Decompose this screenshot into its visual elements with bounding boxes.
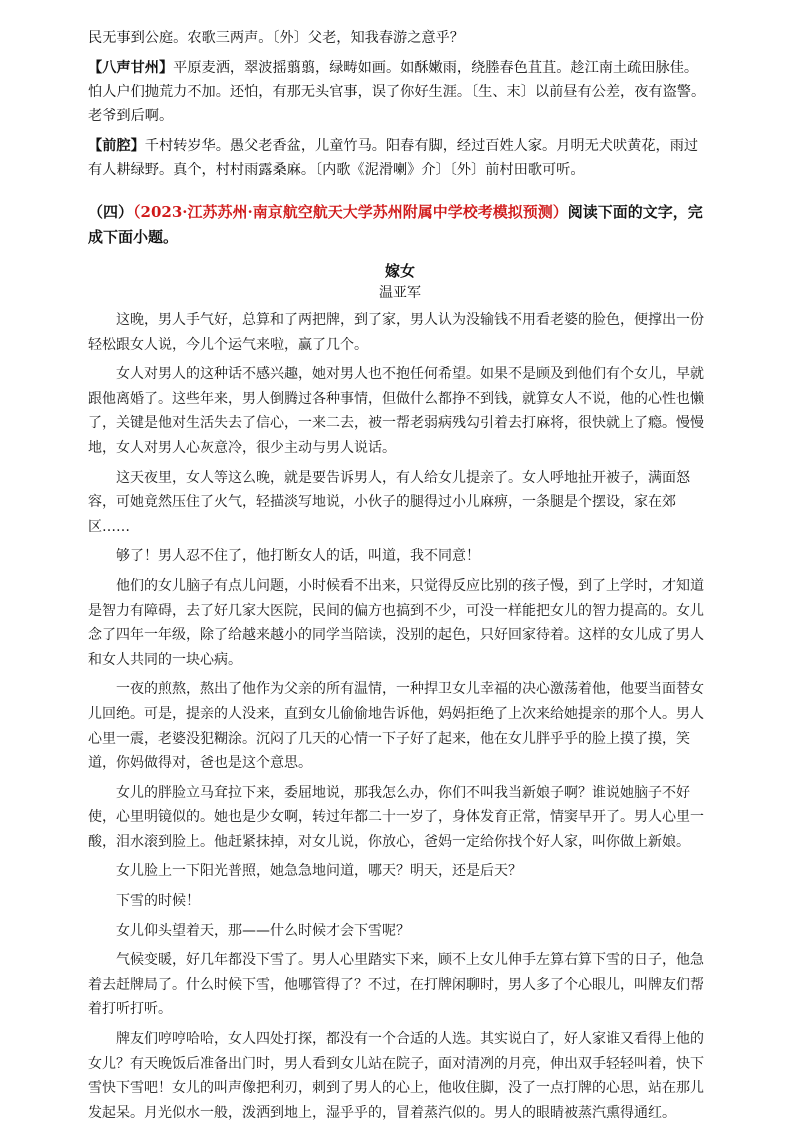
section-number: （四） — [88, 203, 134, 221]
article-paragraph-4: 够了！男人忍不住了，他打断女人的话，叫道，我不同意！ — [116, 548, 480, 565]
article-paragraph-12: 牌友们哼哼哈哈，女人四处打探，都没有一个合适的人选。其实说白了，好人家谁又看得上他的女儿？有天晚饭后准备出门时，男人看到女儿站在院子，面对清冽的月亮，伸出双手轻轻叫着，快下雪快下雪吧！女儿的叫声像把利刃，刺到了男人的心上，他收住脚，没了一点打牌的心思，站在那儿发起呆。月光似水一般，泼洒到地上，湿乎乎的，冒着蒸汽似的。男人的眼睛被蒸汽熏得通红。 — [88, 1031, 704, 1121]
article-title: 嫁女 — [384, 262, 415, 280]
quote-tag: 【八声甘州】 — [88, 60, 174, 76]
article-paragraph-6: 一夜的煎熬，熬出了他作为父亲的所有温情，一种捍卫女儿幸福的决心激荡着他，他要当面替女儿回绝。可是，提亲的人没来，直到女儿偷偷地告诉他，妈妈拒绝了上次来给她提亲的那个人。男人心里一震，老婆没犯糊涂。沉闷了几天的心情一下子好了起来，他在女儿胖乎乎的脸上摸了摸，笑道，你妈做得对，爸也是这个意思。 — [88, 681, 704, 772]
quote-text: 平原麦洒，翠波摇翦翦，绿畴如画。如酥嫩雨，绕塍春色苴苴。趁江南土疏田脉佳。怕人户们抛荒力不加。还怕，有那无头官事，误了你好生涯。〔生、末〕以前昼有公差，夜有盗警。老爷到后啊。 — [88, 60, 706, 124]
quote-text: 民无事到公庭。农歌三两声。〔外〕父老，知我春游之意乎？ — [88, 30, 464, 46]
article-paragraph-7: 女儿的胖脸立马耷拉下来，委屈地说，那我怎么办，你们不叫我当新娘子啊？谁说她脑子不好使，心里明镜似的。她也是少女啊，转过年都二十一岁了，身体发育正常，情窦早开了。男人心里一酸，泪水滚到脸上。他赶紧抹掉，对女儿说，你放心，爸妈一定给你找个好人家，叫你做上新娘。 — [88, 784, 704, 850]
article-paragraph-1: 这晚，男人手气好，总算和了两把牌，到了家，男人认为没输钱不用看老婆的脸色，便撑出一份轻松跟女人说，今儿个运气来啦，赢了几个。 — [88, 312, 704, 353]
section-instruction: 阅读下面的文字，完成下面小题。 — [88, 203, 703, 246]
quote-text: 千村转岁华。愚父老香盆，儿童竹马。阳春有脚，经过百姓人家。月明无犬吠黄花，雨过有人耕绿野。真个，村村雨露桑麻。〔内歌《泥滑喇》介〕〔外〕前村田歌可听。 — [88, 138, 699, 178]
article-paragraph-11: 气候变暖，好几年都没下雪了。男人心里踏实下来，顾不上女儿伸手左算右算下雪的日子，他急着去赶牌局了。什么时候下雪，他哪管得了？不过，在打牌闲聊时，男人多了个心眼儿，叫牌友们帮着打听打听。 — [88, 952, 704, 1018]
article-paragraph-10: 女儿仰头望着天，那——什么时候才会下雪呢？ — [116, 922, 410, 939]
article-paragraph-2: 女人对男人的这种话不感兴趣，她对男人也不抱任何希望。如果不是顾及到他们有个女儿，早就跟他离婚了。这些年来，男人倒腾过各种事情，但做什么都挣不到钱，就算女人不说，他的心性也懒了，关键是他对生活失去了信心，一来二去，被一帮老弱病残勾引着去打麻将，很快就上了瘾。慢慢地，女人对男人心灰意冷，很少主动与男人说话。 — [88, 366, 704, 456]
article-author: 温亚军 — [379, 285, 421, 301]
quote-line-2 — [88, 56, 712, 128]
section-heading — [88, 200, 712, 250]
article-paragraph-5: 他们的女儿脑子有点儿问题，小时候看不出来，只觉得反应比别的孩子慢，到了上学时，才知道是智力有障碍，去了好几家大医院，民间的偏方也搞到不少，可没一样能把女儿的智力提高的。女儿念了四年一年级，除了给越来越小的同学当陪读，没别的起色，只好回家待着。这样的女儿成了男人和女人共同的一块心病。 — [88, 577, 704, 668]
article-paragraph-9: 下雪的时候！ — [116, 893, 200, 910]
article-paragraph-3: 这天夜里，女人等这么晚，就是要告诉男人，有人给女儿提亲了。女人呼地扯开被子，满面怒容，可她竟然压住了火气，轻描淡写地说，小伙子的腿得过小儿麻痹，一条腿是个摆设，家在郊区…… — [88, 469, 690, 535]
quote-line-3 — [88, 134, 712, 182]
article-paragraph-8: 女儿脸上一下阳光普照，她急急地问道，哪天？明天，还是后天？ — [116, 863, 522, 880]
quote-tag: 【前腔】 — [88, 138, 145, 154]
quote-line-1 — [88, 26, 712, 50]
section-source: （2023·江苏苏州·南京航空航天大学苏州附属中学校考模拟预测） — [133, 203, 568, 221]
